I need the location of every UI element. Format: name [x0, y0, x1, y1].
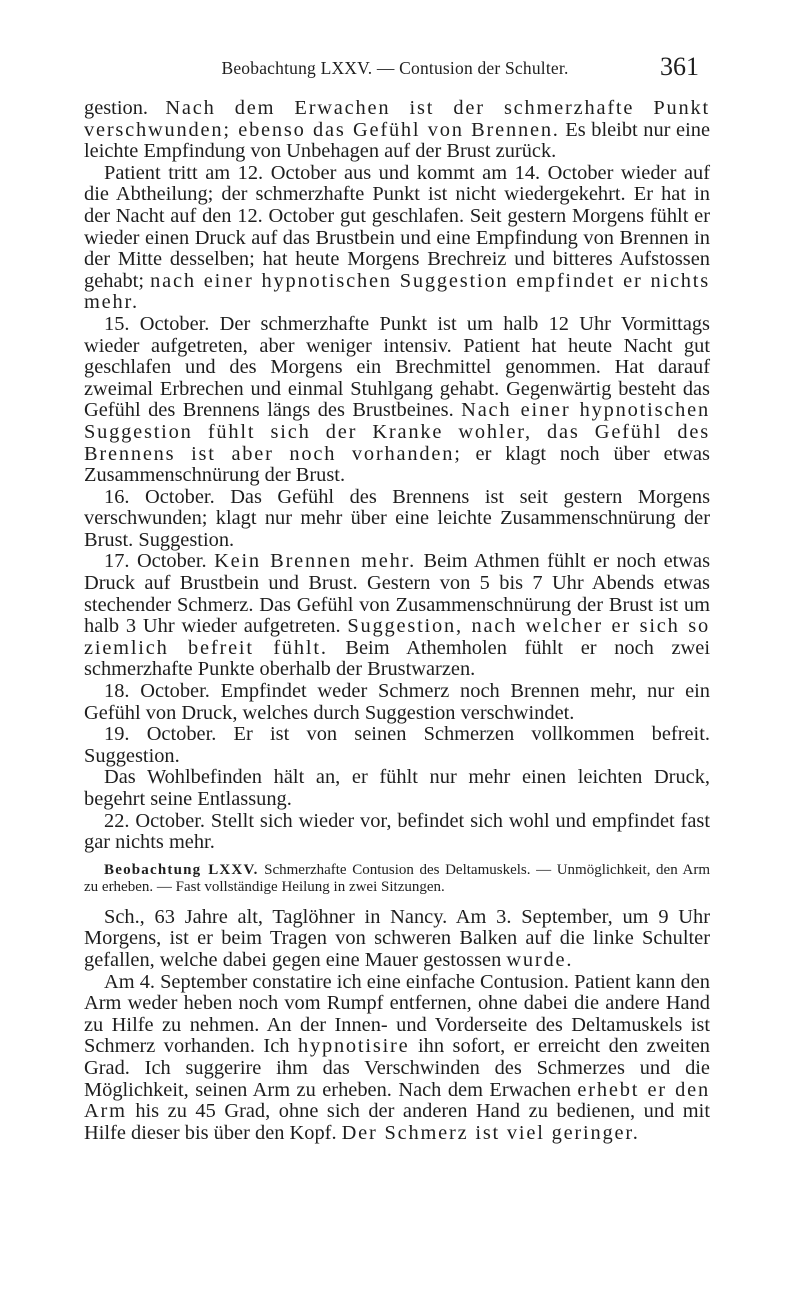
paragraph-oct-17	[84, 551, 710, 681]
paragraph-gestion	[84, 98, 710, 163]
text-run: gestion.	[84, 97, 166, 119]
page-header	[0, 52, 800, 92]
text-run: 15. October. Der schmerzhafte Punkt ist um halb 12 Uhr Vormittags wieder aufgetreten, aber weniger intensiv. Patient hat heute Nacht gut geschlafen und des Morgens ein Brechmittel genommen. Hat darauf zweimal Erbrechen und einmal Stuhlgang gehabt. Gegenwärtig besteht das Gefühl des Brennens längs des Brustbeines.	[84, 312, 710, 422]
spaced-text-run: nach einer hypnotischen Suggestion empfindet er nichts mehr.	[84, 269, 710, 314]
paragraph-oct-15	[84, 314, 710, 487]
text-run: Es bleibt nur eine leichte Empfindung von Unbehagen auf der Brust zurück.	[84, 118, 710, 163]
paragraph-oct-16	[84, 487, 710, 552]
text-run: Patient tritt am 12. October aus und kommt am 14. October wieder auf die Abtheilung; der schmerzhafte Punkt ist nicht wiedergekehrt. Er hat in der Nacht auf den 12. October gut geschlafen. Seit gestern Morgens fühlt er wieder einen Druck auf das Brustbein und eine Empfindung von Brennen in der Mitte desselben; hat heute Morgens Brechreiz und bitteres Aufstossen gehabt;	[84, 161, 710, 292]
text-run: Am 4. September constatire ich eine einfache Contusion. Patient kann den Arm weder heben noch vom Rumpf entfernen, ohne dabei die andere Hand zu Hilfe zu nehmen. An der Innen- und Vorderseite des Deltamuskels ist Schmerz vorhanden. Ich	[84, 970, 710, 1058]
spaced-text-run: hypnotisire	[297, 1035, 410, 1058]
running-title: Beobachtung LXXV. — Contusion der Schulter.	[221, 58, 569, 78]
text-run: his zu 45 Grad, ohne sich der anderen Hand zu bedienen, und mit Hilfe dieser bis über den Kopf.	[84, 1100, 710, 1144]
case-title: Schmerzhafte Contusion des Deltamuskels. — Unmöglichkeit, den Arm zu erheben. — Fast vollständige Heilung in zwei Sitzungen.	[84, 861, 710, 895]
text-run: Das Wohlbefinden hält an, er fühlt nur mehr einen leichten Druck, begehrt seine Entlassung.	[84, 766, 710, 810]
body-text	[84, 98, 710, 1144]
text-run: 19. October. Er ist von seinen Schmerzen vollkommen befreit. Suggestion.	[84, 723, 710, 767]
page-number: 361	[660, 52, 699, 81]
paragraph-oct-12-14	[84, 163, 710, 314]
paragraph-case-intro	[84, 907, 710, 972]
text-run: 16. October. Das Gefühl des Brennens ist seit gestern Morgens verschwunden; klagt nur mehr über eine leichte Zusammenschnürung der Brust. Suggestion.	[84, 485, 710, 551]
spaced-text-run: Suggestion, nach welcher er sich so ziemlich befreit fühlt.	[84, 615, 710, 659]
text-run: er klagt noch über etwas Zusammenschnürung der Brust.	[84, 442, 710, 487]
text-run: Sch., 63 Jahre alt, Taglöhner in Nancy. Am 3. September, um 9 Uhr Morgens, ist er beim Tragen von schweren Balken auf die linke Schulter gefallen, welche dabei gegen eine Mauer gestossen	[84, 905, 710, 971]
text-run: 17. October.	[104, 550, 215, 573]
text-run: Beim Athmen fühlt er noch etwas Druck auf Brustbein und Brust. Gestern von 5 bis 7 Uhr Abends etwas stechender Schmerz. Das Gefühl von Zusammenschnürung der Brust ist um halb 3 Uhr wieder aufgetreten.	[84, 550, 710, 638]
text-run: 18. October. Empfindet weder Schmerz noch Brennen mehr, nur ein Gefühl von Druck, welches durch Suggestion verschwindet.	[84, 680, 710, 724]
paragraph-wohlbefinden	[84, 767, 710, 810]
paragraph-oct-22	[84, 811, 710, 854]
spaced-text-run: wurde.	[506, 948, 574, 971]
spaced-text-run: erhebt er den Arm	[84, 1078, 710, 1123]
text-run: Beim Athemholen fühlt er noch zwei schmerzhafte Punkte oberhalb der Brustwarzen.	[84, 636, 710, 681]
spaced-text-run: Der Schmerz ist viel geringer.	[341, 1121, 640, 1144]
spaced-text-run: Nach dem Erwachen ist der schmerzhafte Punkt verschwunden; ebenso das Gefühl von Brennen.	[84, 97, 710, 141]
text-run: 22. October. Stellt sich wieder vor, befindet sich wohl und empfindet fast gar nichts mehr.	[84, 809, 710, 854]
paragraph-oct-18	[84, 681, 710, 724]
text-run: ihn sofort, er erreicht den zweiten Grad. Ich suggerire ihm das Verschwinden des Schmerzes und die Möglichkeit, seinen Arm zu erheben. Nach dem Erwachen	[84, 1035, 710, 1101]
paragraph-oct-19	[84, 724, 710, 767]
spaced-text-run: Nach einer hypnotischen Suggestion fühlt sich der Kranke wohler, das Gefühl des Brennens ist aber noch vorhanden;	[84, 399, 710, 465]
case-heading	[84, 862, 710, 896]
paragraph-sept-4	[84, 972, 710, 1145]
spaced-text-run: Kein Brennen mehr.	[214, 550, 417, 573]
case-label: Beobachtung LXXV.	[104, 861, 259, 878]
